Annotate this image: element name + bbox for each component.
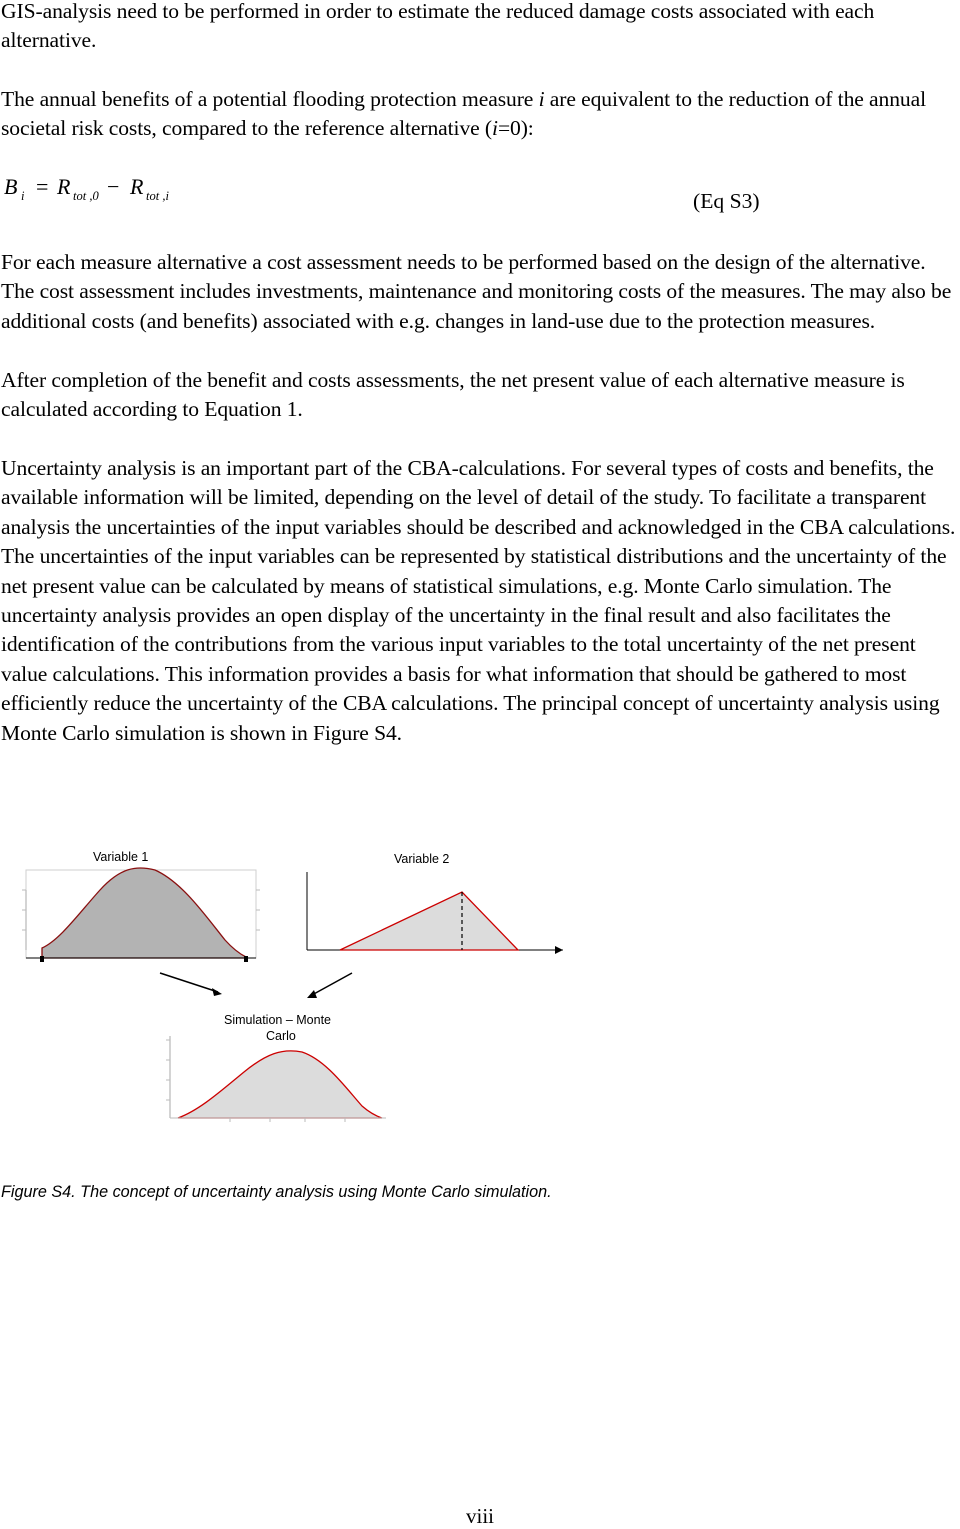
arrow-variable2-to-simulation: [312, 973, 352, 995]
monte-carlo-diagram: [0, 840, 600, 1140]
benefits-text-middle: are equivalent to the reduction of the annual societal risk costs, compared to the reference alternative (: [1, 87, 927, 141]
paragraph-annual-benefits: [1, 85, 959, 144]
paragraph-net-present-value: After completion of the benefit and costs assessments, the net present value of each alternative measure is calculated according to Equation 1.: [1, 368, 905, 422]
simulation-label-line1: Simulation – Monte: [224, 1013, 332, 1027]
equation-s3: [4, 174, 204, 214]
simulation-y-ticks: [166, 1040, 170, 1100]
eq-term2: R: [130, 174, 144, 199]
page-number: viii: [465, 1504, 494, 1528]
eq-term1-sub: tot ,0: [73, 189, 99, 203]
eq-lhs: B: [4, 174, 18, 199]
variable1-label: Variable 1: [93, 850, 149, 864]
paragraph-uncertainty-analysis: Uncertainty analysis is an important part of the CBA-calculations. For several types of costs and benefits, the available information will be limited, depending on the level of detail of the study. To facilitate a transparent analysis the uncertainties of the input variables should be described and acknowledged in the CBA calculations. The uncertainties of the input variables can be represented by statistical distributions and the uncertainty of the net present value can be calculated by means of statistical simulations, e.g. Monte Carlo simulation. The uncertainty analysis provides an open display of the uncertainty in the final result and also facilitates the identification of the contributions from the various input variables to the total uncertainty of the net present value calculations. This information provides a basis for what information that should be gathered to most efficiently reduce the uncertainty of the CBA calculations. The principal concept of uncertainty analysis using Monte Carlo simulation is shown in Figure S4.: [1, 456, 956, 745]
eq-lhs-sub: i: [21, 189, 25, 203]
paragraph-gis-analysis: GIS-analysis need to be performed in order to estimate the reduced damage costs associated with each alternative.: [1, 0, 875, 53]
benefits-var-i0: i: [492, 116, 498, 141]
simulation-label-line2: Carlo: [266, 1029, 296, 1043]
variable1-left-marker: [40, 956, 44, 962]
eq-minus: −: [107, 174, 120, 199]
variable1-distribution-curve: [42, 868, 246, 958]
benefits-text-before: The annual benefits of a potential flooding protection measure: [1, 87, 539, 111]
benefits-var-i: i: [538, 87, 545, 111]
variable1-right-marker: [244, 956, 248, 962]
arrow-variable1-to-simulation: [160, 973, 218, 992]
benefits-text-after: =0):: [497, 116, 534, 141]
equation-label: (Eq S3): [693, 189, 760, 213]
eq-term1: R: [57, 174, 71, 199]
variable2-x-arrow: [555, 946, 563, 954]
eq-equals: =: [36, 174, 49, 199]
variable2-triangular-distribution: [340, 892, 518, 950]
figure-s4: [0, 840, 600, 1140]
simulation-result-distribution: [178, 1051, 382, 1118]
eq-term2-sub: tot ,i: [146, 189, 169, 203]
variable2-label: Variable 2: [394, 852, 450, 866]
figure-caption: Figure S4. The concept of uncertainty analysis using Monte Carlo simulation.: [1, 1183, 552, 1201]
paragraph-cost-assessment: For each measure alternative a cost assessment needs to be performed based on the design of the alternative. The cost assessment includes investments, maintenance and monitoring costs of the measures. The may also be additional costs (and benefits) associated with e.g. changes in land-use due to the protection measures.: [1, 250, 952, 333]
